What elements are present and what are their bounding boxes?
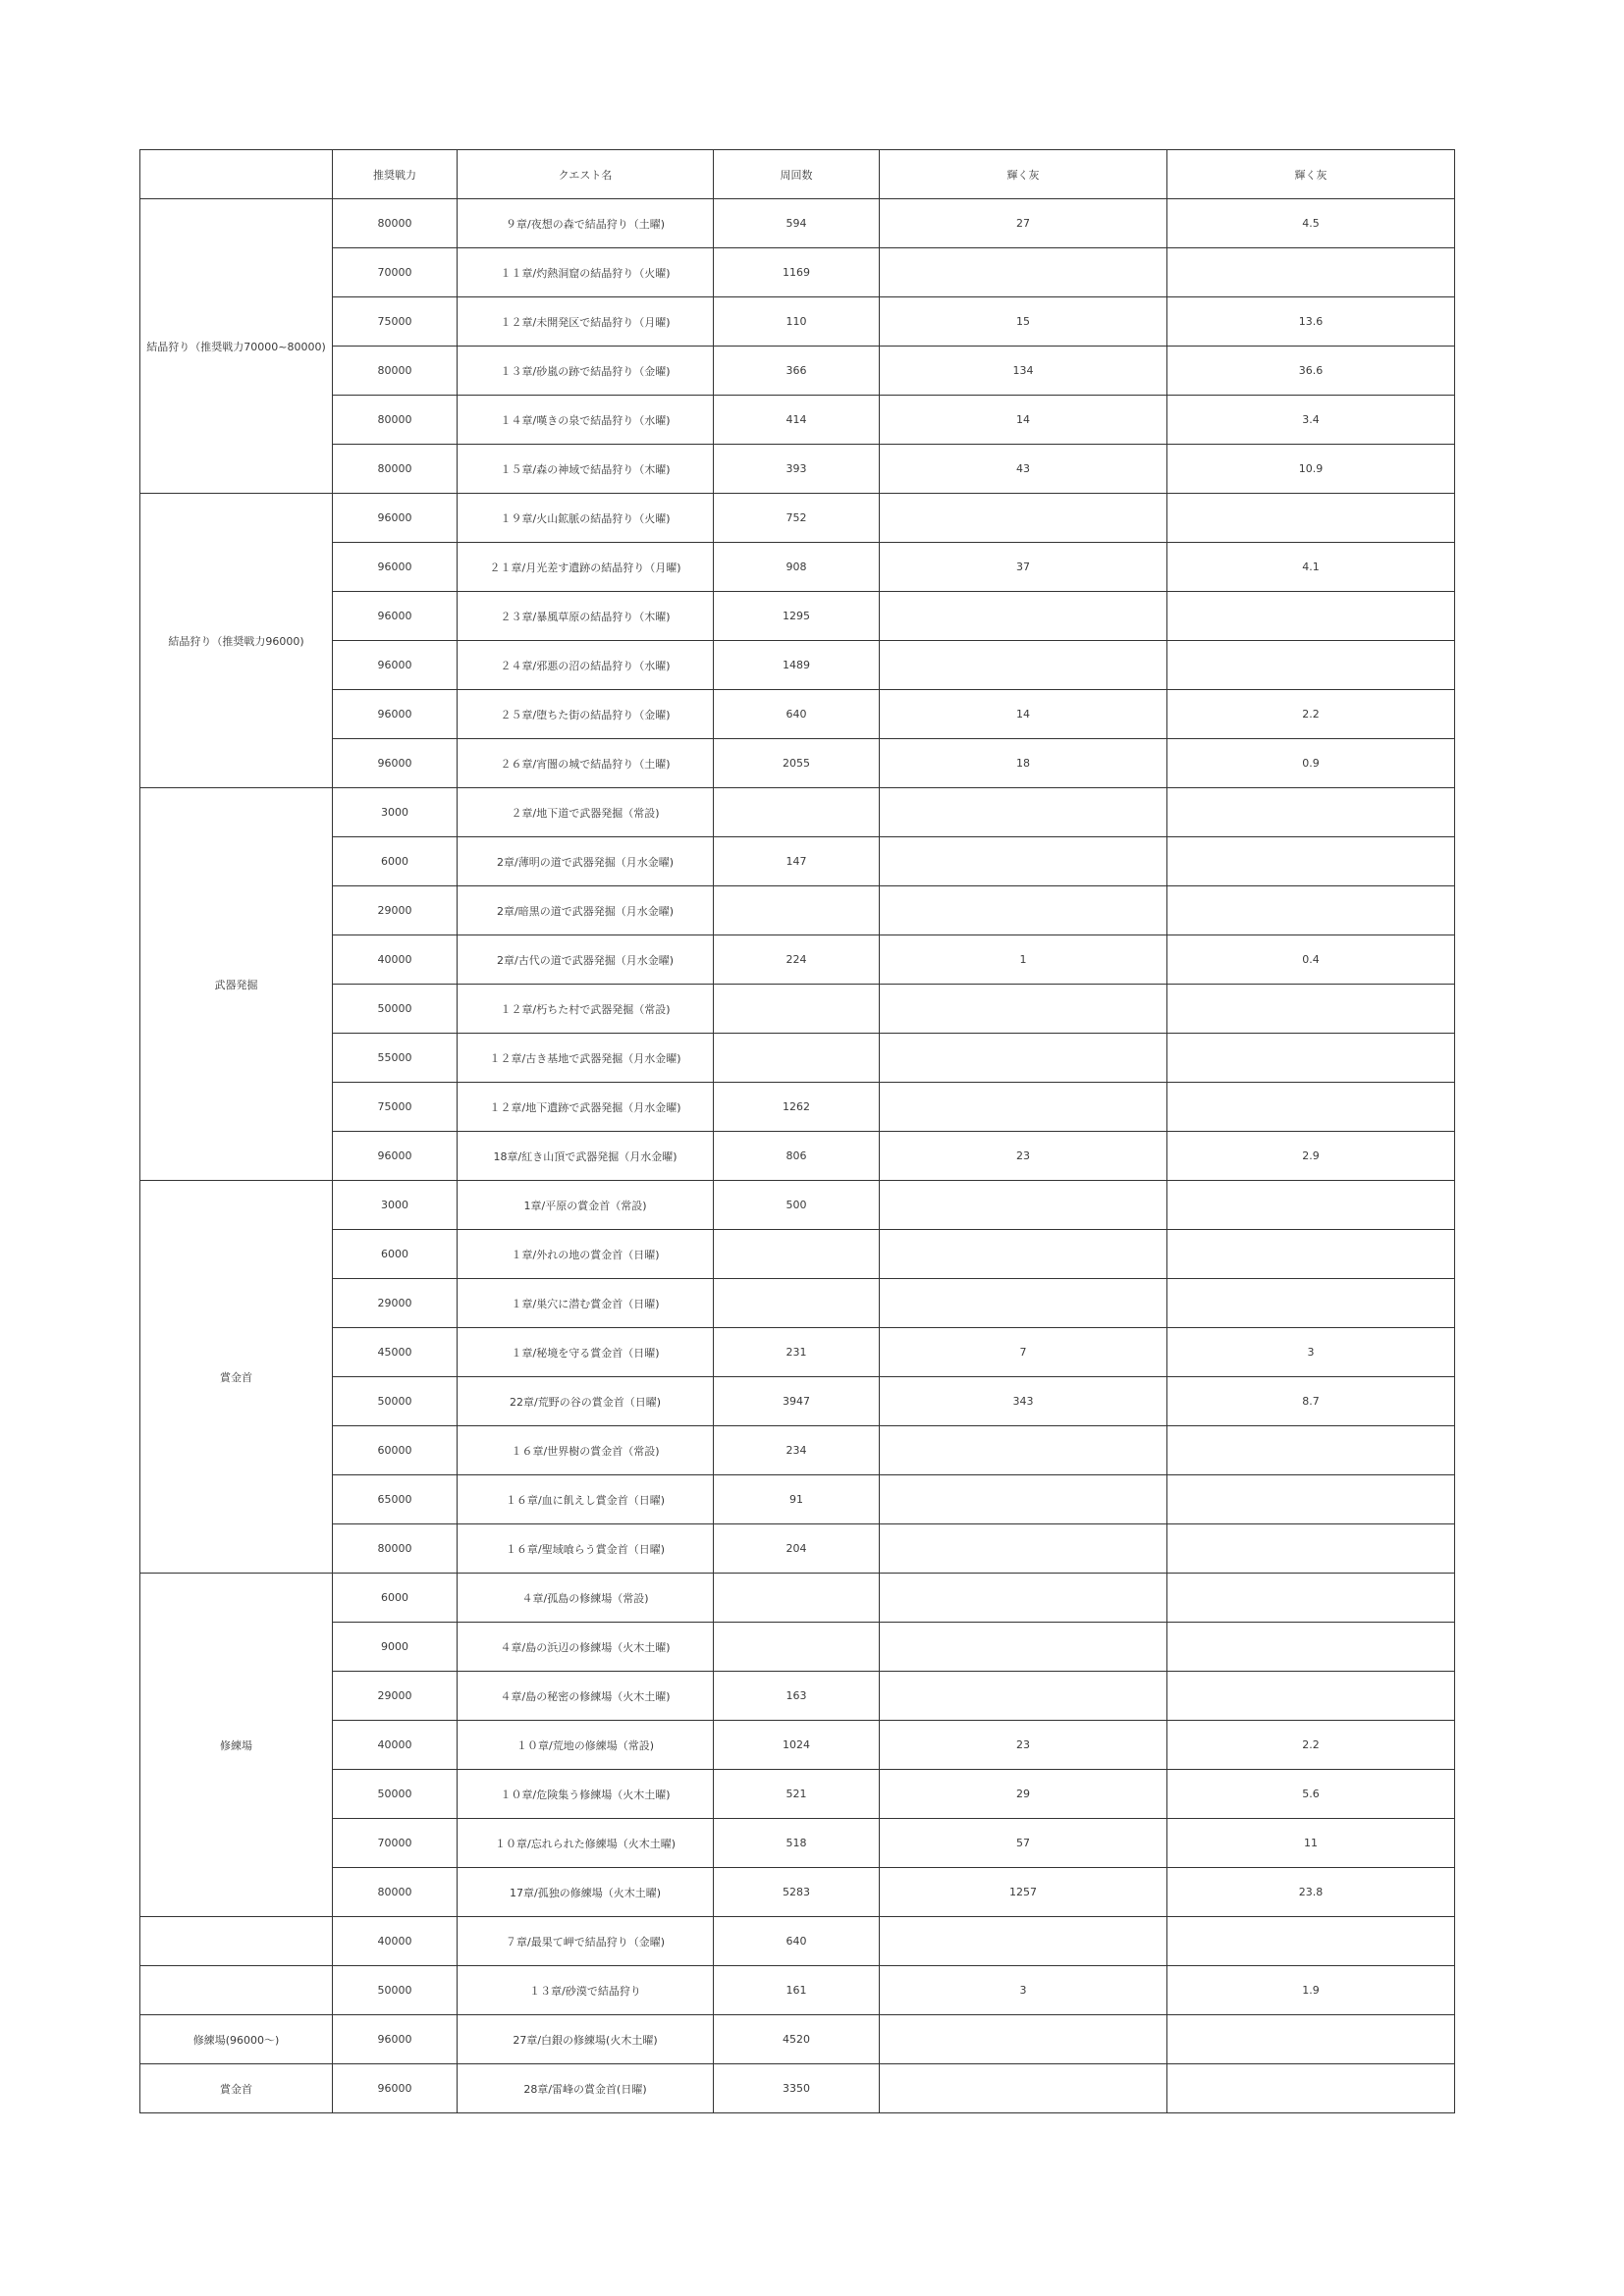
table-row — [140, 396, 1455, 445]
table-row — [140, 1623, 1455, 1672]
ash-count-cell — [880, 1230, 1167, 1279]
quest-name-cell: ９章/夜想の森で結晶狩り（土曜) — [458, 199, 714, 248]
ash-count-cell — [880, 1279, 1167, 1328]
table-row — [140, 2015, 1455, 2064]
runs-cell: 414 — [714, 396, 880, 445]
quest-name-cell: １章/巣穴に潜む賞金首（日曜) — [458, 1279, 714, 1328]
ash-rate-cell: 3 — [1167, 1328, 1455, 1377]
ash-rate-cell — [1167, 985, 1455, 1034]
runs-cell: 366 — [714, 347, 880, 396]
ash-rate-cell: 10.9 — [1167, 445, 1455, 494]
quest-name-cell: ２６章/宵闇の城で結晶狩り（土曜) — [458, 739, 714, 788]
table-row — [140, 2064, 1455, 2113]
runs-cell: 234 — [714, 1426, 880, 1475]
runs-cell — [714, 1574, 880, 1623]
table-row — [140, 445, 1455, 494]
quest-name-cell: １３章/砂嵐の跡で結晶狩り（金曜) — [458, 347, 714, 396]
power-cell: 6000 — [333, 1230, 458, 1279]
ash-rate-cell: 36.6 — [1167, 347, 1455, 396]
header-quest: クエスト名 — [458, 150, 714, 199]
power-cell: 40000 — [333, 1917, 458, 1966]
quest-name-cell: ４章/島の秘密の修練場（火木土曜) — [458, 1672, 714, 1721]
quest-name-cell: １５章/森の神域で結晶狩り（木曜) — [458, 445, 714, 494]
power-cell: 6000 — [333, 837, 458, 886]
table-row — [140, 1966, 1455, 2015]
quest-name-cell: ２章/地下道で武器発掘（常設) — [458, 788, 714, 837]
power-cell: 70000 — [333, 1819, 458, 1868]
power-cell: 55000 — [333, 1034, 458, 1083]
ash-rate-cell — [1167, 592, 1455, 641]
ash-rate-cell: 5.6 — [1167, 1770, 1455, 1819]
quest-name-cell: 22章/荒野の谷の賞金首（日曜) — [458, 1377, 714, 1426]
quest-name-cell: １２章/古き基地で武器発掘（月水金曜) — [458, 1034, 714, 1083]
quest-name-cell: 28章/雷峰の賞金首(日曜) — [458, 2064, 714, 2113]
table-row — [140, 199, 1455, 248]
runs-cell: 3947 — [714, 1377, 880, 1426]
table-row — [140, 1034, 1455, 1083]
quest-name-cell: 17章/孤独の修練場（火木土曜) — [458, 1868, 714, 1917]
power-cell: 96000 — [333, 2015, 458, 2064]
group-cell: 賞金首 — [140, 1181, 333, 1574]
quest-name-cell: １０章/荒地の修練場（常設) — [458, 1721, 714, 1770]
runs-cell — [714, 1230, 880, 1279]
ash-count-cell — [880, 641, 1167, 690]
quest-name-cell: １１章/灼熱洞窟の結晶狩り（火曜) — [458, 248, 714, 297]
ash-count-cell: 1 — [880, 935, 1167, 985]
runs-cell: 518 — [714, 1819, 880, 1868]
power-cell: 96000 — [333, 592, 458, 641]
runs-cell: 163 — [714, 1672, 880, 1721]
group-cell: 武器発掘 — [140, 788, 333, 1181]
ash-count-cell — [880, 1524, 1167, 1574]
table-row — [140, 1475, 1455, 1524]
power-cell: 45000 — [333, 1328, 458, 1377]
ash-count-cell: 29 — [880, 1770, 1167, 1819]
power-cell: 96000 — [333, 690, 458, 739]
ash-rate-cell: 2.9 — [1167, 1132, 1455, 1181]
power-cell: 80000 — [333, 1524, 458, 1574]
table-row — [140, 1917, 1455, 1966]
runs-cell — [714, 788, 880, 837]
quest-name-cell: １９章/火山鉱脈の結晶狩り（火曜) — [458, 494, 714, 543]
ash-rate-cell — [1167, 1230, 1455, 1279]
ash-rate-cell — [1167, 2015, 1455, 2064]
quest-name-cell: １２章/未開発区で結晶狩り（月曜) — [458, 297, 714, 347]
group-cell: 賞金首 — [140, 2064, 333, 2113]
quest-name-cell: ２１章/月光差す遺跡の結晶狩り（月曜) — [458, 543, 714, 592]
header-group — [140, 150, 333, 199]
ash-count-cell — [880, 1426, 1167, 1475]
quest-name-cell: ２４章/邪悪の沼の結晶狩り（水曜) — [458, 641, 714, 690]
quest-name-cell: １６章/聖域喰らう賞金首（日曜) — [458, 1524, 714, 1574]
quest-name-cell: １章/外れの地の賞金首（日曜) — [458, 1230, 714, 1279]
quest-name-cell: １４章/嘆きの泉で結晶狩り（水曜) — [458, 396, 714, 445]
runs-cell: 2055 — [714, 739, 880, 788]
table-row — [140, 837, 1455, 886]
ash-rate-cell — [1167, 641, 1455, 690]
ash-rate-cell — [1167, 788, 1455, 837]
table-row — [140, 494, 1455, 543]
ash-count-cell — [880, 985, 1167, 1034]
ash-rate-cell — [1167, 2064, 1455, 2113]
power-cell: 40000 — [333, 935, 458, 985]
ash-count-cell: 7 — [880, 1328, 1167, 1377]
ash-rate-cell — [1167, 1917, 1455, 1966]
ash-rate-cell — [1167, 1181, 1455, 1230]
power-cell: 96000 — [333, 1132, 458, 1181]
quest-name-cell: １２章/朽ちた村で武器発掘（常設) — [458, 985, 714, 1034]
ash-count-cell — [880, 1034, 1167, 1083]
quest-name-cell: ４章/島の浜辺の修練場（火木土曜) — [458, 1623, 714, 1672]
table-row — [140, 1328, 1455, 1377]
table-row — [140, 1181, 1455, 1230]
table-row — [140, 592, 1455, 641]
ash-rate-cell — [1167, 1475, 1455, 1524]
runs-cell — [714, 1279, 880, 1328]
table-row — [140, 788, 1455, 837]
quest-name-cell: １章/秘境を守る賞金首（日曜) — [458, 1328, 714, 1377]
ash-count-cell — [880, 1083, 1167, 1132]
runs-cell: 161 — [714, 1966, 880, 2015]
table-row — [140, 1377, 1455, 1426]
ash-rate-cell — [1167, 837, 1455, 886]
power-cell: 96000 — [333, 641, 458, 690]
power-cell: 50000 — [333, 985, 458, 1034]
table-row — [140, 641, 1455, 690]
table-row — [140, 297, 1455, 347]
table-row — [140, 985, 1455, 1034]
ash-rate-cell — [1167, 1034, 1455, 1083]
group-cell: 修練場(96000～) — [140, 2015, 333, 2064]
ash-count-cell: 37 — [880, 543, 1167, 592]
ash-count-cell: 14 — [880, 690, 1167, 739]
ash-rate-cell: 4.1 — [1167, 543, 1455, 592]
runs-cell: 3350 — [714, 2064, 880, 2113]
ash-rate-cell — [1167, 886, 1455, 935]
power-cell: 80000 — [333, 445, 458, 494]
ash-rate-cell: 4.5 — [1167, 199, 1455, 248]
ash-rate-cell — [1167, 1083, 1455, 1132]
ash-count-cell: 3 — [880, 1966, 1167, 2015]
runs-cell: 110 — [714, 297, 880, 347]
runs-cell: 204 — [714, 1524, 880, 1574]
ash-count-cell — [880, 788, 1167, 837]
table-row — [140, 1083, 1455, 1132]
power-cell: 80000 — [333, 1868, 458, 1917]
power-cell: 80000 — [333, 396, 458, 445]
power-cell: 29000 — [333, 1672, 458, 1721]
quest-name-cell: ７章/最果て岬で結晶狩り（金曜) — [458, 1917, 714, 1966]
power-cell: 65000 — [333, 1475, 458, 1524]
runs-cell: 1295 — [714, 592, 880, 641]
ash-count-cell — [880, 837, 1167, 886]
table-row — [140, 1868, 1455, 1917]
quest-name-cell: 27章/白銀の修練場(火木土曜) — [458, 2015, 714, 2064]
power-cell: 96000 — [333, 739, 458, 788]
ash-rate-cell — [1167, 1279, 1455, 1328]
table-row — [140, 1574, 1455, 1623]
runs-cell: 806 — [714, 1132, 880, 1181]
runs-cell — [714, 1623, 880, 1672]
ash-rate-cell — [1167, 494, 1455, 543]
ash-rate-cell — [1167, 1524, 1455, 1574]
group-cell — [140, 1966, 333, 2015]
ash-count-cell: 43 — [880, 445, 1167, 494]
power-cell: 40000 — [333, 1721, 458, 1770]
ash-count-cell — [880, 1475, 1167, 1524]
group-cell: 結晶狩り（推奨戦力70000~80000) — [140, 199, 333, 494]
table-row — [140, 1672, 1455, 1721]
runs-cell — [714, 886, 880, 935]
table-row — [140, 1721, 1455, 1770]
table-row — [140, 543, 1455, 592]
ash-count-cell: 18 — [880, 739, 1167, 788]
table-row — [140, 1132, 1455, 1181]
ash-rate-cell — [1167, 248, 1455, 297]
table-row — [140, 1230, 1455, 1279]
ash-rate-cell: 0.9 — [1167, 739, 1455, 788]
ash-rate-cell — [1167, 1672, 1455, 1721]
ash-count-cell — [880, 494, 1167, 543]
runs-cell — [714, 985, 880, 1034]
runs-cell — [714, 1034, 880, 1083]
ash-rate-cell: 2.2 — [1167, 690, 1455, 739]
quest-name-cell: 2章/古代の道で武器発掘（月水金曜) — [458, 935, 714, 985]
ash-rate-cell — [1167, 1426, 1455, 1475]
power-cell: 75000 — [333, 297, 458, 347]
ash-count-cell — [880, 1917, 1167, 1966]
ash-count-cell — [880, 1672, 1167, 1721]
group-cell: 結晶狩り（推奨戦力96000) — [140, 494, 333, 788]
ash-count-cell: 23 — [880, 1721, 1167, 1770]
power-cell: 96000 — [333, 494, 458, 543]
runs-cell: 640 — [714, 1917, 880, 1966]
ash-rate-cell: 13.6 — [1167, 297, 1455, 347]
quest-name-cell: １６章/血に飢えし賞金首（日曜) — [458, 1475, 714, 1524]
power-cell: 3000 — [333, 1181, 458, 1230]
ash-count-cell — [880, 2015, 1167, 2064]
ash-count-cell — [880, 2064, 1167, 2113]
power-cell: 9000 — [333, 1623, 458, 1672]
table-row — [140, 1279, 1455, 1328]
power-cell: 50000 — [333, 1377, 458, 1426]
table-row — [140, 248, 1455, 297]
group-cell — [140, 1917, 333, 1966]
power-cell: 6000 — [333, 1574, 458, 1623]
power-cell: 80000 — [333, 199, 458, 248]
table-row — [140, 739, 1455, 788]
power-cell: 70000 — [333, 248, 458, 297]
table-row — [140, 347, 1455, 396]
ash-rate-cell: 8.7 — [1167, 1377, 1455, 1426]
table-row — [140, 1770, 1455, 1819]
table-row — [140, 935, 1455, 985]
table-row — [140, 886, 1455, 935]
ash-count-cell: 23 — [880, 1132, 1167, 1181]
ash-count-cell — [880, 1181, 1167, 1230]
ash-count-cell: 14 — [880, 396, 1167, 445]
ash-rate-cell: 2.2 — [1167, 1721, 1455, 1770]
quest-name-cell: ４章/孤島の修練場（常設) — [458, 1574, 714, 1623]
power-cell: 3000 — [333, 788, 458, 837]
runs-cell: 500 — [714, 1181, 880, 1230]
ash-rate-cell: 0.4 — [1167, 935, 1455, 985]
table-row — [140, 1426, 1455, 1475]
runs-cell: 594 — [714, 199, 880, 248]
ash-count-cell: 15 — [880, 297, 1167, 347]
power-cell: 80000 — [333, 347, 458, 396]
ash-rate-cell: 11 — [1167, 1819, 1455, 1868]
quest-name-cell: １２章/地下遺跡で武器発掘（月水金曜) — [458, 1083, 714, 1132]
ash-count-cell: 1257 — [880, 1868, 1167, 1917]
quest-name-cell: 18章/紅き山頂で武器発掘（月水金曜) — [458, 1132, 714, 1181]
ash-rate-cell — [1167, 1623, 1455, 1672]
header-ash-count: 輝く灰 — [880, 150, 1167, 199]
ash-rate-cell: 3.4 — [1167, 396, 1455, 445]
ash-count-cell — [880, 1623, 1167, 1672]
runs-cell: 1024 — [714, 1721, 880, 1770]
runs-cell: 752 — [714, 494, 880, 543]
runs-cell: 5283 — [714, 1868, 880, 1917]
runs-cell: 147 — [714, 837, 880, 886]
quest-name-cell: １６章/世界樹の賞金首（常設) — [458, 1426, 714, 1475]
power-cell: 29000 — [333, 886, 458, 935]
ash-count-cell — [880, 886, 1167, 935]
quest-name-cell: ２５章/堕ちた街の結晶狩り（金曜) — [458, 690, 714, 739]
ash-rate-cell: 23.8 — [1167, 1868, 1455, 1917]
ash-count-cell: 27 — [880, 199, 1167, 248]
ash-count-cell — [880, 592, 1167, 641]
quest-name-cell: １０章/忘れられた修練場（火木土曜) — [458, 1819, 714, 1868]
quest-name-cell: ２３章/暴風草原の結晶狩り（木曜) — [458, 592, 714, 641]
ash-count-cell: 57 — [880, 1819, 1167, 1868]
runs-cell: 908 — [714, 543, 880, 592]
header-runs: 周回数 — [714, 150, 880, 199]
ash-count-cell: 134 — [880, 347, 1167, 396]
quest-table — [139, 149, 1455, 2113]
quest-name-cell: 2章/薄明の道で武器発掘（月水金曜) — [458, 837, 714, 886]
power-cell: 50000 — [333, 1770, 458, 1819]
power-cell: 96000 — [333, 2064, 458, 2113]
runs-cell: 393 — [714, 445, 880, 494]
header-power: 推奨戦力 — [333, 150, 458, 199]
ash-rate-cell — [1167, 1574, 1455, 1623]
group-cell: 修練場 — [140, 1574, 333, 1917]
power-cell: 29000 — [333, 1279, 458, 1328]
runs-cell: 91 — [714, 1475, 880, 1524]
runs-cell: 1169 — [714, 248, 880, 297]
power-cell: 75000 — [333, 1083, 458, 1132]
quest-table-body — [140, 150, 1455, 2113]
runs-cell: 1262 — [714, 1083, 880, 1132]
ash-count-cell — [880, 248, 1167, 297]
runs-cell: 4520 — [714, 2015, 880, 2064]
header-row — [140, 150, 1455, 199]
runs-cell: 640 — [714, 690, 880, 739]
runs-cell: 521 — [714, 1770, 880, 1819]
header-ash-rate: 輝く灰 — [1167, 150, 1455, 199]
ash-rate-cell: 1.9 — [1167, 1966, 1455, 2015]
table-row — [140, 690, 1455, 739]
quest-name-cell: １３章/砂漠で結晶狩り — [458, 1966, 714, 2015]
runs-cell: 231 — [714, 1328, 880, 1377]
power-cell: 50000 — [333, 1966, 458, 2015]
quest-name-cell: 1章/平原の賞金首（常設) — [458, 1181, 714, 1230]
power-cell: 60000 — [333, 1426, 458, 1475]
runs-cell: 224 — [714, 935, 880, 985]
table-row — [140, 1819, 1455, 1868]
quest-name-cell: １０章/危険集う修練場（火木土曜) — [458, 1770, 714, 1819]
ash-count-cell — [880, 1574, 1167, 1623]
table-row — [140, 1524, 1455, 1574]
power-cell: 96000 — [333, 543, 458, 592]
runs-cell: 1489 — [714, 641, 880, 690]
quest-name-cell: 2章/暗黒の道で武器発掘（月水金曜) — [458, 886, 714, 935]
ash-count-cell: 343 — [880, 1377, 1167, 1426]
